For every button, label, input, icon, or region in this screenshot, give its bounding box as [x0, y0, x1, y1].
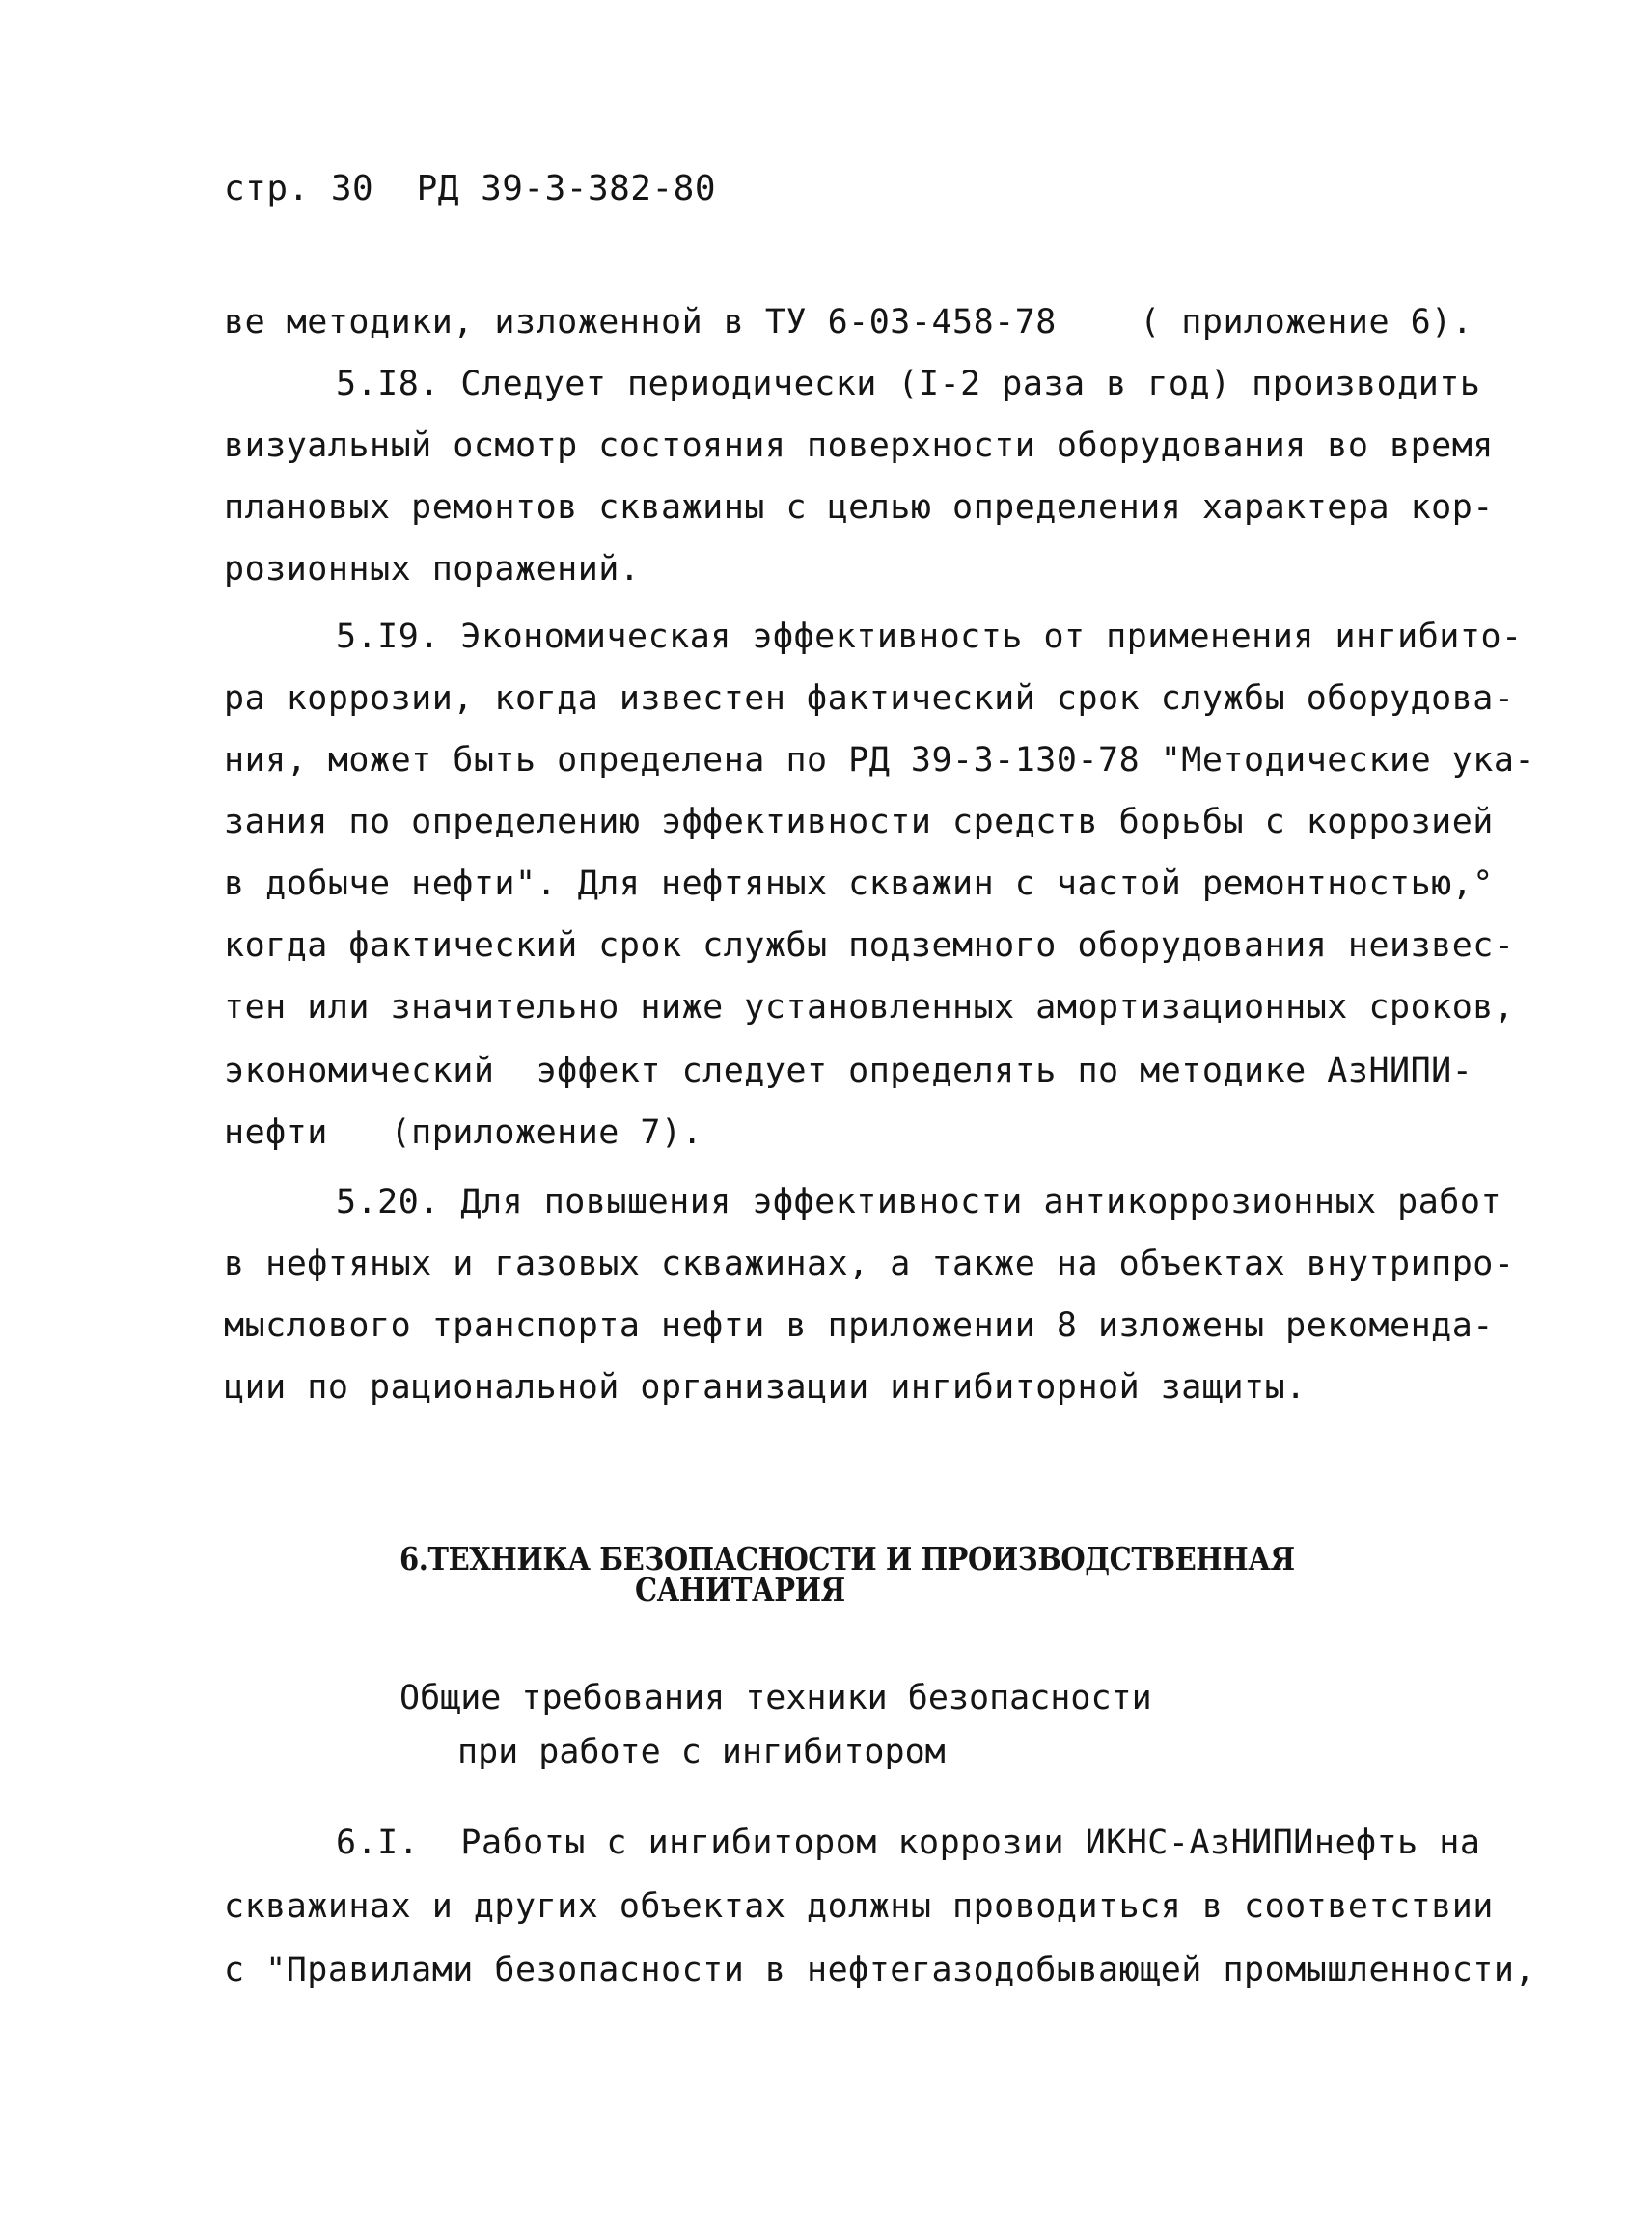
paragraph-5-18-line-2: визуальный осмотр состояния поверхности оборудования во время: [224, 426, 1494, 465]
paragraph-5-18-line-4: розионных поражений.: [224, 550, 641, 589]
paragraph-5-20-line-2: в нефтяных и газовых скважинах, а также на объектах внутрипро-: [224, 1245, 1515, 1283]
paragraph-5-19-line-1: 5.I9. Экономическая эффективность от применения ингибито-: [336, 617, 1523, 656]
paragraph-continuation-line-1: ве методики, изложенной в ТУ 6-03-458-78 ( приложение 6).: [224, 303, 1473, 342]
paragraph-5-19-line-7: тен или значительно ниже установленных амортизационных сроков,: [224, 988, 1515, 1027]
section-6-subtitle-line-1: Общие требования техники безопасности: [399, 1679, 1152, 1717]
paragraph-5-20-line-3: мыслового транспорта нефти в приложении 8 изложены рекоменда-: [224, 1306, 1494, 1345]
paragraph-5-20-line-4: ции по рациональной организации ингибиторной защиты.: [224, 1368, 1307, 1407]
paragraph-5-20-line-1: 5.20. Для повышения эффективности антикоррозионных работ: [336, 1183, 1502, 1221]
section-6-subtitle-line-2: при работе с ингибитором: [457, 1733, 946, 1771]
paragraph-5-19-line-4: зания по определению эффективности средств борьбы с коррозией: [224, 803, 1494, 841]
paragraph-5-19-line-5: в добыче нефти". Для нефтяных скважин с частой ремонтностью,°: [224, 864, 1494, 903]
paragraph-5-19-line-6: когда фактический срок службы подземного оборудования неизвес-: [224, 926, 1515, 965]
paragraph-5-19-line-3: ния, может быть определена по РД 39-3-130-78 "Методические ука-: [224, 741, 1536, 780]
paragraph-5-19-line-8: экономический эффект следует определять по методике АзНИПИ-: [224, 1052, 1473, 1090]
paragraph-6-1-line-2: скважинах и других объектах должны проводиться в соответствии: [224, 1887, 1494, 1926]
paragraph-5-18-line-1: 5.I8. Следует периодически (I-2 раза в год) производить: [336, 365, 1481, 403]
section-6-title-line-2: САНИТАРИЯ: [635, 1571, 845, 1608]
paragraph-5-19-line-2: ра коррозии, когда известен фактический срок службы оборудова-: [224, 679, 1515, 718]
paragraph-6-1-line-1: 6.I. Работы с ингибитором коррозии ИКНС-АзНИПИнефть на: [336, 1824, 1481, 1862]
paragraph-5-19-line-9: нефти (приложение 7).: [224, 1113, 703, 1152]
paragraph-6-1-line-3: с "Правилами безопасности в нефтегазодобывающей промышленности,: [224, 1951, 1536, 1989]
page-header-ref: стр. 30 РД 39-3-382-80: [224, 169, 716, 208]
section-6-title-line-1: 6.ТЕХНИКА БЕЗОПАСНОСТИ И ПРОИЗВОДСТВЕННАЯ: [399, 1540, 1295, 1577]
paragraph-5-18-line-3: плановых ремонтов скважины с целью определения характера кор-: [224, 488, 1494, 527]
